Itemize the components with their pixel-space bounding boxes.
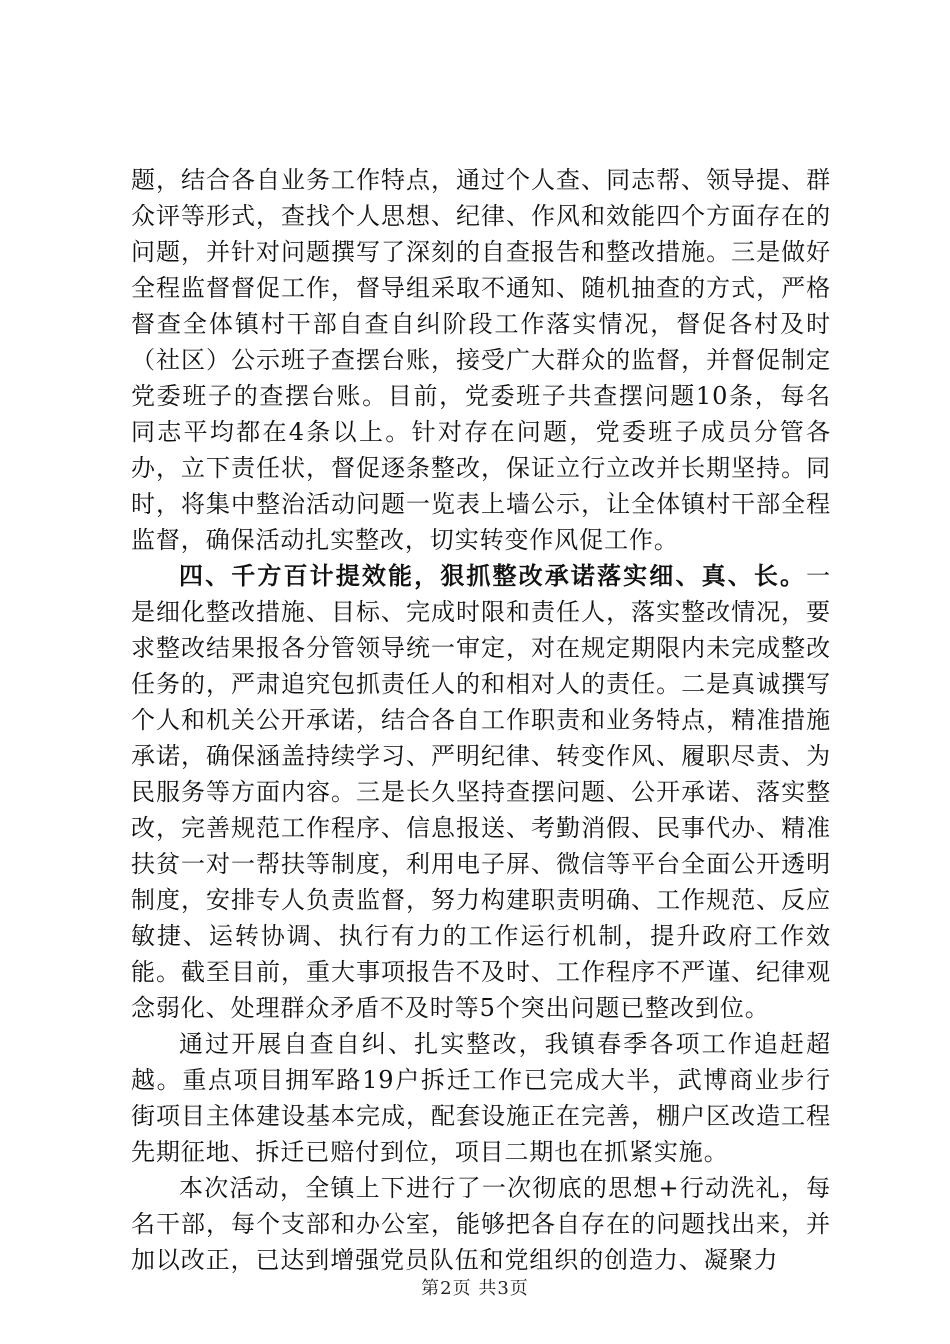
- paragraph-text: 通过开展自查自纠、扎实整改，我镇春季各项工作追赶超越。重点项目拥军路19户拆迁工作已完成大半，武博商业步行街项目主体建设基本完成，配套设施正在完善，棚户区改造工程先期征地、拆迁已赔付到位，项目二期也在抓紧实施。: [131, 1030, 831, 1166]
- paragraph-summary: [131, 1170, 831, 1278]
- paragraph-text: 本次活动，全镇上下进行了一次彻底的思想+行动洗礼，每名干部，每个支部和办公室，能够把各自存在的问题找出来，并加以改正，已达到增强党员队伍和党组织的创造力、凝聚力: [131, 1174, 831, 1274]
- paragraph-text: 题，结合各自业务工作特点，通过个人查、同志帮、领导提、群众评等形式，查找个人思想、纪律、作风和效能四个方面存在的问题，并针对问题撰写了深刻的自查报告和整改措施。三是做好全程监督督促工作，督导组采取不通知、随机抽查的方式，严格督查全体镇村干部自查自纠阶段工作落实情况，督促各村及时（社区）公示班子查摆台账，接受广大群众的监督，并督促制定党委班子的查摆台账。目前，党委班子共查摆问题10条，每名同志平均都在4条以上。针对存在问题，党委班子成员分管各办，立下责任状，督促逐条整改，保证立行立改并长期坚持。同时，将集中整治活动问题一览表上墙公示，让全体镇村干部全程监督，确保活动扎实整改，切实转变作风促工作。: [131, 166, 831, 554]
- paragraph-results: [131, 1026, 831, 1170]
- section-heading: 四、千方百计提效能，狠抓整改承诺落实细、真、长。: [179, 561, 807, 590]
- paragraph-section-four: [131, 558, 831, 1026]
- paragraph-continuation: [131, 162, 831, 558]
- document-body: [131, 162, 831, 1278]
- paragraph-text: 一是细化整改措施、目标、完成时限和责任人，落实整改情况，要求整改结果报各分管领导统一审定，对在规定期限内未完成整改任务的，严肃追究包抓责任人的和相对人的责任。二是真诚撰写个人和机关公开承诺，结合各自工作职责和业务特点，精准措施承诺，确保涵盖持续学习、严明纪律、转变作风、履职尽责、为民服务等方面内容。三是长久坚持查摆问题、公开承诺、落实整改，完善规范工作程序、信息报送、考勤消假、民事代办、精准扶贫一对一帮扶等制度，利用电子屏、微信等平台全面公开透明制度，安排专人负责监督，努力构建职责明确、工作规范、反应敏捷、运转协调、执行有力的工作运行机制，提升政府工作效能。截至目前，重大事项报告不及时、工作程序不严谨、纪律观念弱化、处理群众矛盾不及时等5个突出问题已整改到位。: [131, 562, 831, 1022]
- page-number-label: 第2页 共3页: [421, 1278, 529, 1299]
- page-footer: [0, 1274, 950, 1300]
